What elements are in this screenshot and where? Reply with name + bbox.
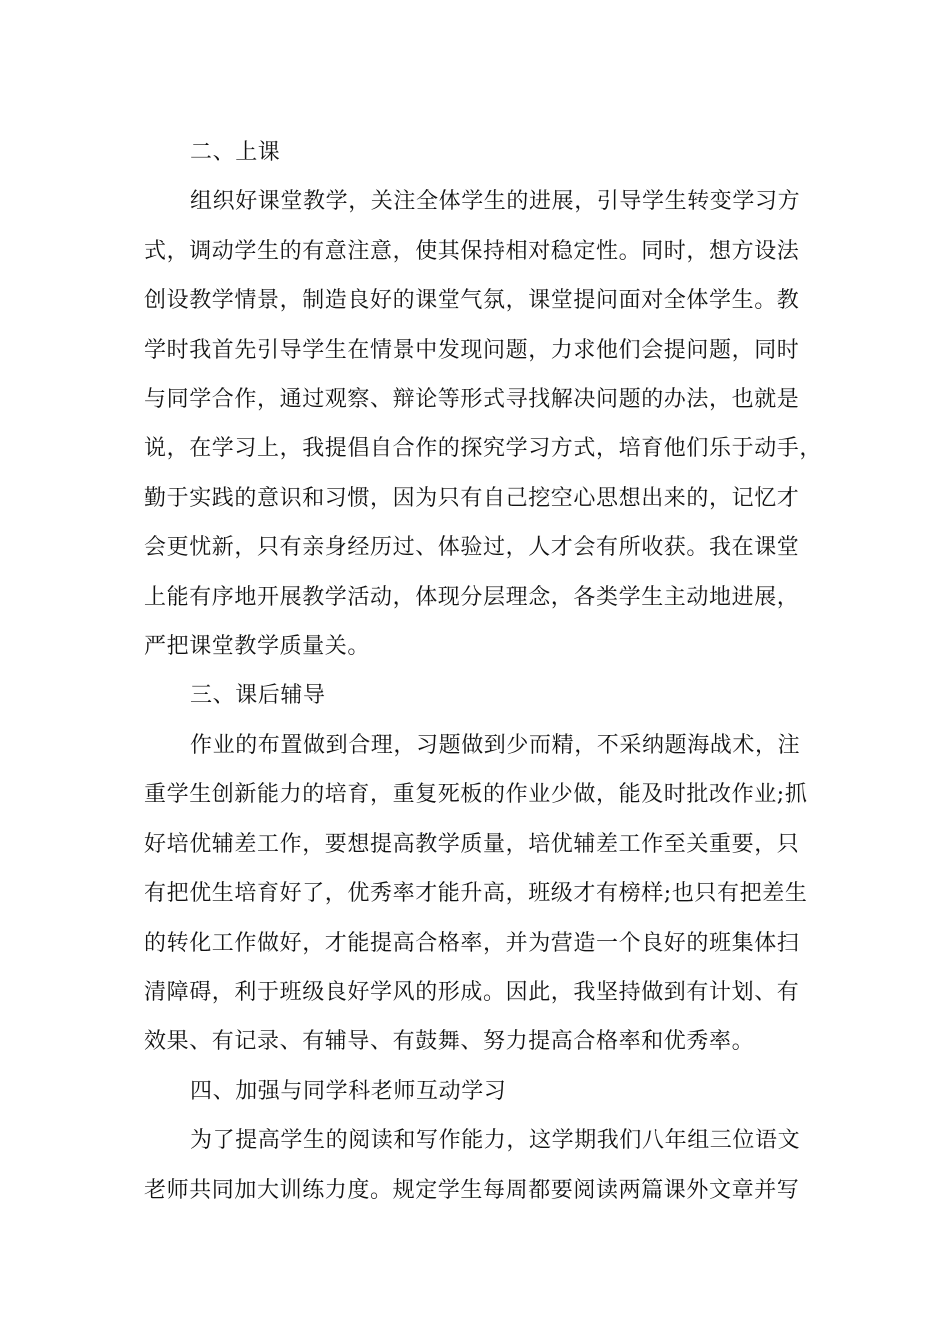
- text-line: 创设教学情景，制造良好的课堂气氛，课堂提问面对全体学生。教: [144, 288, 800, 314]
- section-heading-collaboration: 四、加强与同学科老师互动学习: [190, 1078, 507, 1104]
- text-line: 上能有序地开展教学活动，体现分层理念，各类学生主动地进展，: [144, 584, 800, 610]
- text-line: 组织好课堂教学，关注全体学生的进展，引导学生转变学习方: [190, 189, 801, 215]
- text-line: 效果、有记录、有辅导、有鼓舞、努力提高合格率和优秀率。: [144, 1029, 755, 1055]
- text-line: 重学生创新能力的培育，重复死板的作业少做，能及时批改作业;抓: [144, 782, 808, 808]
- text-line: 清障碍，利于班级良好学风的形成。因此，我坚持做到有计划、有: [144, 979, 800, 1005]
- section-body-class: [144, 177, 824, 671]
- section-heading-class: 二、上课: [190, 140, 281, 165]
- text-line: 与同学合作，通过观察、辩论等形式寻找解决问题的办法，也就是: [144, 387, 800, 413]
- document-page: [144, 128, 824, 1215]
- text-line: 严把课堂教学质量关。: [144, 634, 371, 660]
- text-line: 好培优辅差工作，要想提高教学质量，培优辅差工作至关重要，只: [144, 831, 800, 857]
- text-line: 的转化工作做好，才能提高合格率，并为营造一个良好的班集体扫: [144, 930, 800, 956]
- section-body-tutoring: [144, 721, 824, 1067]
- text-line: 学时我首先引导学生在情景中发现问题，力求他们会提问题，同时: [144, 337, 800, 363]
- text-line: 说，在学习上，我提倡自合作的探究学习方式，培育他们乐于动手，: [144, 436, 823, 462]
- text-line: 会更忧新，只有亲身经历过、体验过，人才会有所收获。我在课堂: [144, 535, 800, 561]
- text-line: 式，调动学生的有意注意，使其保持相对稳定性。同时，想方设法: [144, 238, 800, 264]
- text-line: 有把优生培育好了，优秀率才能升高，班级才有榜样;也只有把差生: [144, 881, 808, 907]
- text-line: 老师共同加大训练力度。规定学生每周都要阅读两篇课外文章并写: [144, 1177, 800, 1203]
- section-body-collaboration: [144, 1116, 824, 1215]
- section-heading-tutoring: 三、课后辅导: [190, 683, 326, 709]
- text-line: 作业的布置做到合理，习题做到少而精，不采纳题海战术，注: [190, 732, 801, 758]
- text-line: 为了提高学生的阅读和写作能力，这学期我们八年组三位语文: [190, 1128, 801, 1154]
- text-line: 勤于实践的意识和习惯，因为只有自己挖空心思想出来的，记忆才: [144, 485, 800, 511]
